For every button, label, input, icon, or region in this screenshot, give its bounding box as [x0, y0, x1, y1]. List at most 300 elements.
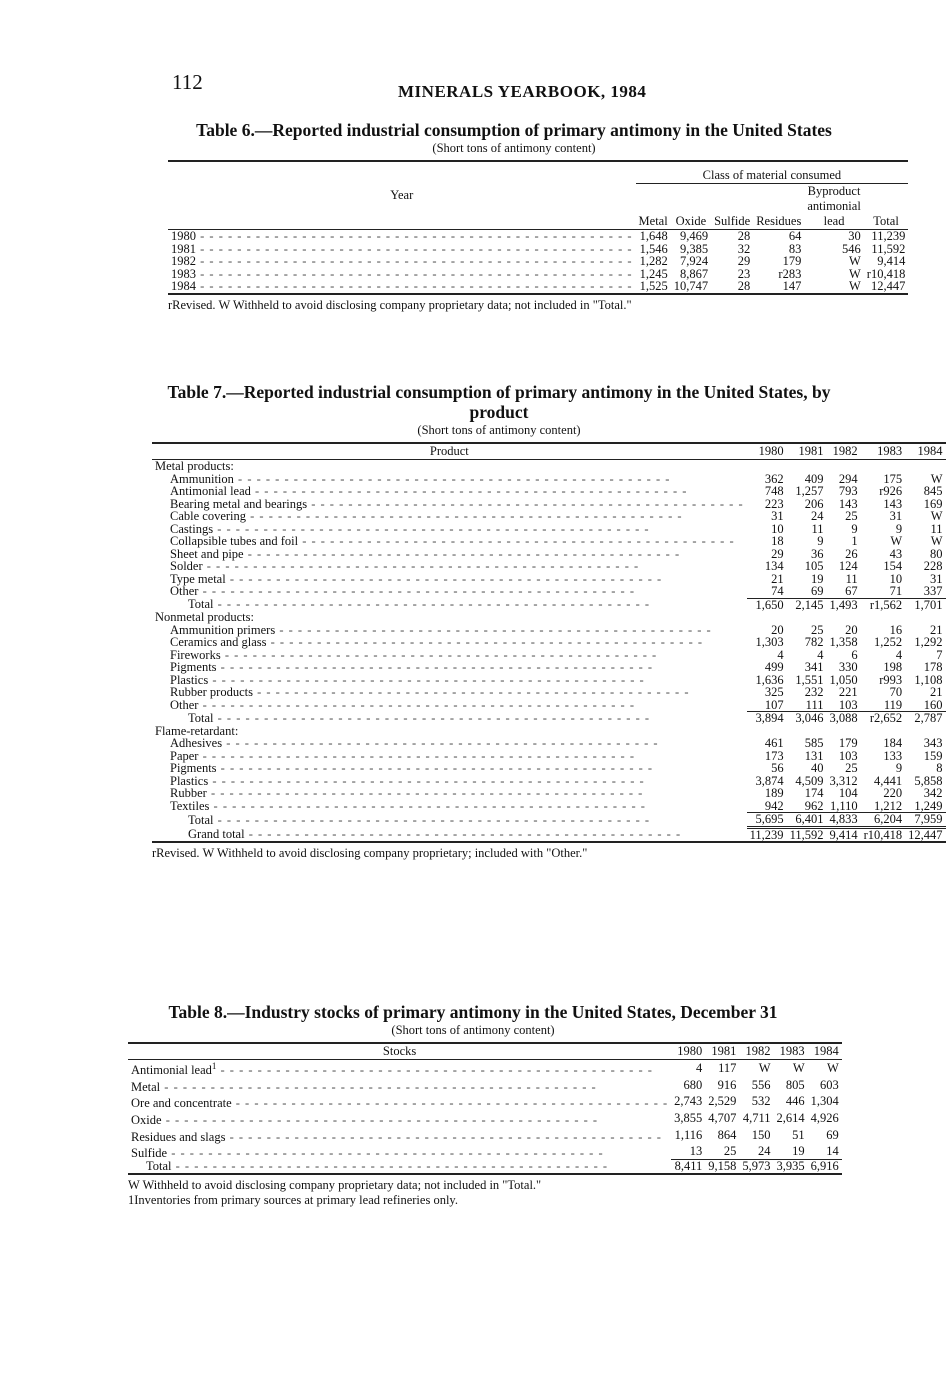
- table-cell: 104: [838, 786, 858, 800]
- footnote-marker: 1: [211, 1061, 217, 1071]
- row-label-text: Metal: [131, 1079, 161, 1094]
- total-label-text: Total: [146, 1159, 172, 1174]
- table-cell: 31: [889, 509, 903, 523]
- grand-total-cell: 9,414: [826, 827, 860, 842]
- row-label-text: Other: [170, 584, 199, 599]
- table-cell: 179: [782, 254, 802, 268]
- table-cell: 9: [895, 761, 903, 775]
- table-6-subtitle: (Short tons of antimony content): [432, 141, 596, 155]
- table-row: [152, 573, 946, 586]
- table-cell: 9,414: [877, 254, 906, 268]
- row-label-text: Residues and slags: [131, 1129, 226, 1144]
- row-label: [128, 1077, 671, 1094]
- table-cell: 864: [717, 1127, 737, 1142]
- table-6-column-header: Oxide: [671, 184, 711, 230]
- table-cell: 20: [771, 622, 784, 637]
- table-cell: 343: [923, 736, 943, 750]
- row-label-text: Ceramics and glass: [170, 635, 267, 649]
- table-cell: 154: [883, 559, 903, 573]
- table-cell: 782: [804, 635, 824, 649]
- table-6-column-header: Metal: [636, 184, 671, 230]
- table-cell: 1,252: [874, 635, 903, 649]
- total-cell: 2,145: [787, 598, 827, 611]
- table-cell: 198: [883, 660, 903, 674]
- grand-total-cell: 11,592: [787, 827, 827, 842]
- total-label-text: Total: [188, 597, 214, 612]
- table-cell: 7,924: [679, 254, 709, 268]
- table-6-column-header: Byproduct antimonial lead: [804, 184, 863, 230]
- table-cell: 80: [930, 546, 943, 561]
- row-label-text: Ammunition: [170, 471, 234, 486]
- table-cell: 83: [788, 241, 802, 256]
- row-label-text: Solder: [170, 559, 203, 573]
- table-cell: 9,385: [679, 241, 709, 256]
- table-cell: W: [890, 534, 903, 548]
- total-cell: 3,935: [774, 1160, 808, 1174]
- row-label: [152, 800, 747, 813]
- total-label-text: Total: [188, 812, 214, 827]
- row-label-text: Antimonial lead: [131, 1063, 212, 1078]
- table-row: [152, 585, 946, 598]
- table-cell: r10,418: [866, 266, 906, 281]
- table-row: [152, 699, 946, 712]
- leader-dots: [198, 584, 635, 598]
- table-cell: 9: [851, 521, 858, 536]
- leader-dots: [214, 597, 651, 611]
- table-cell: 1,358: [829, 635, 858, 649]
- table-cell: 103: [838, 748, 858, 763]
- table-8-footnote: 1Inventories from primary sources at primary lead refineries only.: [128, 1192, 458, 1207]
- total-cell: 1,701: [905, 598, 945, 611]
- table-cell: 147: [753, 280, 804, 294]
- leader-dots: [160, 1080, 597, 1094]
- table-cell: 1,525: [636, 280, 671, 294]
- table-cell: 337: [923, 584, 943, 598]
- total-cell: 8,411: [671, 1160, 705, 1174]
- table-cell: 1,050: [829, 672, 858, 687]
- table-6-grid: [168, 160, 908, 295]
- table-cell: 2,743: [674, 1094, 703, 1109]
- table-cell: 179: [838, 736, 858, 750]
- table-cell: 20: [845, 622, 858, 637]
- row-label: [128, 1127, 671, 1144]
- table-cell: 31: [930, 571, 943, 586]
- row-label-text: Sulfide: [131, 1146, 168, 1161]
- table-cell: 4,707: [708, 1111, 737, 1126]
- table-cell: 28: [737, 229, 751, 243]
- table-cell: 341: [804, 660, 824, 674]
- table-cell: 1,551: [795, 672, 824, 687]
- total-cell: 3,894: [747, 712, 787, 725]
- total-cell: r2,652: [861, 712, 906, 725]
- table-cell: 1,303: [755, 635, 784, 649]
- table-cell: 342: [923, 786, 943, 800]
- table-cell: 9: [817, 534, 824, 548]
- table-cell: 173: [764, 748, 784, 763]
- table-cell: 23: [737, 266, 751, 281]
- table-cell: 3,874: [755, 773, 784, 788]
- leader-dots: [214, 711, 651, 725]
- table-cell: 69: [826, 1127, 839, 1142]
- total-cell: 6,204: [861, 813, 906, 828]
- table-cell: 143: [883, 496, 903, 511]
- total-label: [152, 813, 747, 828]
- table-cell: 189: [764, 786, 784, 800]
- table-row: [128, 1077, 842, 1094]
- table-cell: 9,469: [679, 229, 709, 243]
- table-cell: 133: [883, 748, 903, 763]
- row-label: [152, 787, 747, 800]
- table-cell: r283: [778, 266, 802, 281]
- total-cell: 9,158: [705, 1160, 739, 1174]
- total-row: [152, 598, 946, 611]
- table-cell: 1,304: [810, 1094, 839, 1109]
- row-label-text: Rubber products: [170, 685, 253, 699]
- row-label-text: Adhesives: [170, 736, 223, 750]
- table-cell: 16: [889, 622, 903, 637]
- total-label: [152, 712, 747, 725]
- table-cell: 1,282: [639, 254, 668, 268]
- table-cell: 4: [817, 647, 824, 662]
- table-cell: r993: [879, 672, 903, 687]
- year-column-header: 1980: [671, 1043, 705, 1060]
- table-cell: 942: [764, 798, 784, 813]
- table-cell: 916: [717, 1077, 737, 1092]
- year-label-text: 1984: [171, 279, 196, 293]
- table-cell: 19: [792, 1144, 805, 1159]
- table-cell: 18: [771, 534, 784, 548]
- grand-total-cell: 11,239: [747, 827, 787, 842]
- table-cell: 124: [838, 559, 858, 573]
- table-cell: 4,509: [795, 773, 824, 788]
- row-label: [152, 585, 747, 598]
- total-cell: 6,401: [787, 813, 827, 828]
- row-label-text: Cable covering: [170, 509, 247, 523]
- table-cell: 14: [826, 1144, 839, 1159]
- section-heading: Metal products:: [155, 459, 234, 473]
- table-cell: 30: [848, 229, 861, 243]
- table-cell: 221: [838, 685, 858, 699]
- table-cell: 43: [889, 546, 903, 561]
- table-cell: 330: [838, 660, 858, 674]
- table-cell: 51: [792, 1127, 805, 1142]
- table-cell: 1,546: [639, 241, 668, 256]
- row-label: [128, 1060, 671, 1077]
- table-cell: 178: [923, 660, 943, 674]
- year-label: [168, 280, 636, 294]
- table-cell: 7: [936, 647, 943, 662]
- table-cell: 748: [764, 484, 784, 498]
- table-8-title: Table 8.—Industry stocks of primary antimony in the United States, December 31: [168, 1002, 778, 1022]
- table-cell: 1,249: [914, 798, 943, 813]
- table-cell: 499: [764, 660, 784, 674]
- table-cell: W: [804, 280, 863, 294]
- grand-total-cell: r10,418: [861, 827, 906, 842]
- table-cell: 174: [804, 786, 824, 800]
- table-6-year-header: Year: [168, 161, 636, 230]
- total-row: [128, 1160, 842, 1174]
- table-cell: 8: [936, 761, 943, 775]
- row-label: [152, 699, 747, 712]
- table-cell: 70: [889, 685, 903, 699]
- year-column-header: 1980: [747, 443, 787, 460]
- table-cell: W: [848, 254, 861, 268]
- table-cell: W: [826, 1061, 839, 1076]
- table-cell: 4: [777, 647, 784, 662]
- year-column-header: 1983: [861, 443, 906, 460]
- table-cell: 175: [883, 471, 903, 486]
- row-label: [128, 1143, 671, 1160]
- table-cell: 67: [845, 584, 858, 598]
- year-column-header: 1982: [739, 1043, 773, 1060]
- running-head: MINERALS YEARBOOK, 1984: [398, 82, 647, 101]
- table-cell: 3,855: [674, 1111, 703, 1126]
- table-6-column-header: Total: [864, 184, 909, 230]
- table-8-subtitle: (Short tons of antimony content): [391, 1023, 555, 1037]
- row-label: [152, 573, 747, 586]
- grand-total-label: [152, 827, 747, 842]
- table-cell: 680: [683, 1077, 703, 1092]
- table-cell: 2,529: [708, 1094, 737, 1109]
- row-label-text: Fireworks: [170, 647, 221, 662]
- table-cell: 962: [804, 798, 824, 813]
- table-cell: 10,747: [671, 280, 711, 294]
- year-column-header: 1981: [787, 443, 827, 460]
- table-6: [168, 120, 906, 313]
- row-label-text: Ammunition primers: [170, 622, 276, 637]
- table-cell: 1,245: [639, 266, 668, 281]
- row-label: [152, 686, 747, 699]
- table-cell: 117: [718, 1061, 737, 1076]
- year-column-header: 1982: [826, 443, 860, 460]
- table-cell: 40: [810, 761, 824, 775]
- table-cell: 1,108: [914, 672, 943, 687]
- section-heading: Nonmetal products:: [155, 610, 254, 624]
- table-7-product-header: Product: [152, 443, 747, 460]
- table-cell: 21: [930, 685, 943, 699]
- table-cell: 1,292: [914, 635, 943, 649]
- leader-dots: [245, 827, 682, 841]
- table-cell: 74: [771, 584, 784, 598]
- table-cell: 9: [895, 521, 903, 536]
- table-row: [128, 1060, 842, 1077]
- row-label-text: Plastics: [170, 773, 209, 788]
- year-label-text: 1983: [171, 266, 196, 281]
- table-cell: 25: [845, 509, 858, 523]
- table-6-column-header: Sulfide: [711, 184, 753, 230]
- table-cell: 107: [764, 697, 784, 712]
- row-label-text: Antimonial lead: [170, 484, 251, 498]
- row-label: [128, 1110, 671, 1127]
- table-cell: 325: [764, 685, 784, 699]
- table-cell: 446: [785, 1094, 805, 1109]
- year-column-header: 1984: [808, 1043, 842, 1060]
- table-cell: W: [930, 534, 943, 548]
- year-label-text: 1980: [171, 229, 196, 243]
- leader-dots: [232, 1096, 669, 1110]
- table-cell: 1,648: [639, 229, 668, 243]
- table-cell: W: [792, 1061, 805, 1076]
- table-row: [168, 280, 908, 294]
- table-cell: 26: [845, 546, 858, 561]
- table-cell: 461: [764, 736, 784, 750]
- table-6-group-header: Class of material consumed: [636, 161, 909, 184]
- table-cell: 4,926: [810, 1111, 839, 1126]
- table-cell: 105: [804, 559, 824, 573]
- total-cell: 6,916: [808, 1160, 842, 1174]
- table-cell: 1,636: [755, 672, 784, 687]
- table-cell: 228: [923, 559, 943, 573]
- leader-dots: [209, 799, 646, 813]
- grand-total-row: [152, 827, 946, 842]
- year-label-text: 1981: [171, 241, 196, 256]
- table-row: [128, 1110, 842, 1127]
- table-cell: 793: [838, 484, 858, 498]
- table-cell: 4,441: [874, 773, 903, 788]
- table-cell: W: [758, 1061, 771, 1076]
- table-cell: 12,447: [864, 280, 909, 294]
- table-cell: 32: [737, 241, 751, 256]
- table-row: [152, 787, 946, 800]
- table-cell: 184: [883, 736, 903, 750]
- table-8-footnote: W Withheld to avoid disclosing company proprietary data; not included in "Total.": [128, 1177, 542, 1192]
- table-cell: 36: [810, 546, 824, 561]
- table-cell: 56: [771, 761, 784, 775]
- row-label-text: Castings: [170, 521, 214, 536]
- total-cell: 1,493: [826, 598, 860, 611]
- table-cell: 29: [771, 546, 784, 561]
- table-cell: 21: [771, 571, 784, 586]
- table-row: [152, 686, 946, 699]
- table-cell: 134: [764, 559, 784, 573]
- total-label: [128, 1160, 671, 1174]
- table-cell: 71: [889, 584, 903, 598]
- leader-dots: [172, 1159, 609, 1173]
- table-cell: 25: [845, 761, 858, 775]
- leader-dots: [198, 698, 635, 712]
- total-row: [152, 813, 946, 828]
- total-cell: 3,046: [787, 712, 827, 725]
- page-number: 112: [172, 70, 203, 94]
- table-cell: 603: [820, 1077, 839, 1092]
- table-cell: 1,110: [829, 798, 858, 813]
- table-cell: 28: [711, 280, 753, 294]
- table-cell: 119: [883, 697, 903, 712]
- table-cell: 532: [751, 1094, 771, 1109]
- table-cell: 232: [804, 685, 824, 699]
- table-cell: 25: [810, 622, 824, 637]
- table-cell: 362: [764, 471, 784, 486]
- grand-total-label-text: Grand total: [188, 826, 245, 841]
- leader-dots: [225, 1130, 662, 1144]
- table-cell: 6: [851, 647, 858, 662]
- table-cell: 5,858: [914, 773, 943, 788]
- table-cell: 1,116: [674, 1127, 703, 1142]
- table-cell: 11,592: [871, 241, 906, 256]
- total-cell: 5,695: [747, 813, 787, 828]
- table-cell: 69: [810, 584, 824, 598]
- table-7: [152, 382, 943, 861]
- section-heading: Flame-retardant:: [155, 723, 239, 738]
- table-cell: 2,614: [776, 1111, 805, 1126]
- grand-total-cell: 12,447: [905, 827, 945, 842]
- leader-dots: [196, 279, 633, 293]
- table-cell: 10: [771, 521, 784, 536]
- total-row: [152, 712, 946, 725]
- table-cell: 31: [771, 509, 784, 523]
- row-label-text: Other: [170, 697, 199, 712]
- total-cell: r1,562: [861, 598, 906, 611]
- row-label: [128, 1093, 671, 1110]
- row-label-text: Ore and concentrate: [131, 1096, 232, 1111]
- table-cell: 1,257: [795, 484, 824, 498]
- leader-dots: [214, 813, 651, 827]
- table-cell: 409: [804, 471, 824, 486]
- table-8-stocks-header: Stocks: [128, 1043, 671, 1060]
- row-label-text: Pigments: [170, 660, 217, 674]
- table-cell: 556: [751, 1077, 771, 1092]
- table-cell: 223: [764, 496, 784, 511]
- table-cell: W: [848, 266, 861, 281]
- total-cell: 4,833: [826, 813, 860, 828]
- table-cell: 19: [810, 571, 824, 586]
- row-label-text: Sheet and pipe: [170, 546, 244, 561]
- table-cell: 805: [785, 1077, 805, 1092]
- table-cell: 845: [923, 484, 943, 498]
- total-cell: 2,787: [905, 712, 945, 725]
- table-cell: 1,212: [874, 798, 903, 813]
- table-8-grid: [128, 1042, 842, 1175]
- table-7-subtitle: (Short tons of antimony content): [417, 423, 581, 437]
- total-cell: 3,088: [826, 712, 860, 725]
- table-cell: 103: [838, 697, 858, 712]
- year-column-header: 1984: [905, 443, 945, 460]
- table-cell: r926: [879, 484, 903, 498]
- leader-dots: [216, 1063, 653, 1077]
- row-label-text: Oxide: [131, 1113, 162, 1128]
- table-6-footnote: rRevised. W Withheld to avoid disclosing company proprietary data; not included in "Total.": [168, 297, 632, 312]
- table-cell: 64: [788, 229, 802, 243]
- total-label-text: Total: [188, 710, 214, 725]
- table-cell: 294: [838, 471, 858, 486]
- table-cell: 111: [805, 697, 824, 712]
- table-cell: 11,239: [871, 229, 906, 243]
- table-6-column-header: Residues: [753, 184, 804, 230]
- table-cell: 143: [838, 496, 858, 511]
- table-cell: 206: [804, 496, 824, 511]
- table-7-grid: [152, 442, 946, 843]
- table-cell: 11: [811, 521, 824, 536]
- total-cell: 1,650: [747, 598, 787, 611]
- table-cell: W: [930, 509, 943, 523]
- table-cell: 159: [923, 748, 943, 763]
- total-cell: 7,959: [905, 813, 945, 828]
- table-cell: 8,867: [679, 266, 709, 281]
- table-cell: 4,711: [742, 1111, 771, 1126]
- row-label-text: Textiles: [170, 798, 210, 813]
- table-cell: 169: [923, 496, 943, 511]
- table-6-title: Table 6.—Reported industrial consumption of primary antimony in the United States: [196, 120, 832, 140]
- table-cell: 546: [842, 241, 861, 256]
- table-cell: 24: [758, 1144, 771, 1159]
- table-row: [152, 800, 946, 813]
- table-cell: 29: [737, 254, 751, 268]
- table-cell: 25: [723, 1144, 737, 1159]
- table-cell: 1: [851, 534, 858, 548]
- year-label-text: 1982: [171, 254, 196, 268]
- table-cell: 11: [930, 521, 943, 536]
- table-cell: 220: [883, 786, 903, 800]
